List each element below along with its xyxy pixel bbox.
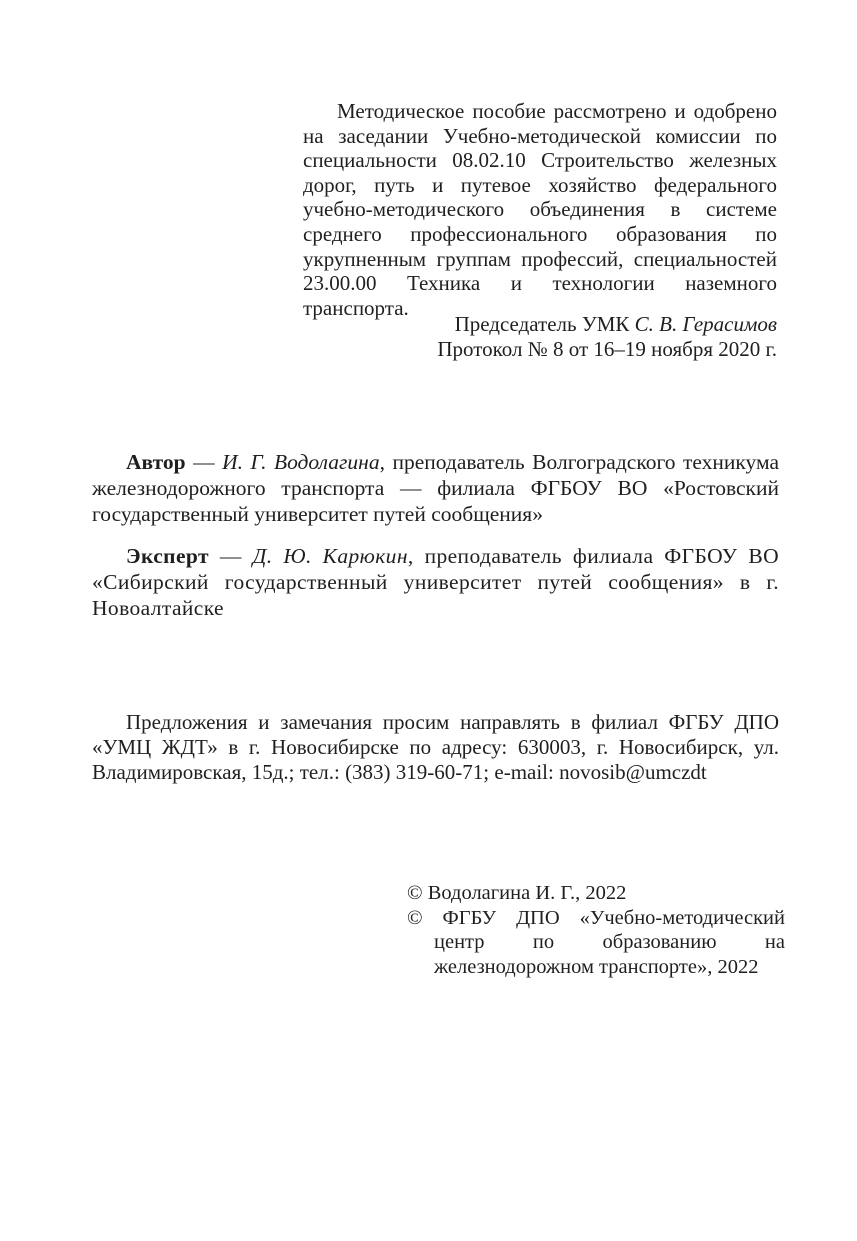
expert-name: Д. Ю. Карюкин <box>252 544 408 568</box>
chairman-role: Председатель УМК <box>454 312 635 336</box>
chairman-name: С. В. Герасимов <box>634 312 777 336</box>
author-separator: — <box>185 450 223 474</box>
expert-label: Эксперт <box>126 544 209 568</box>
approval-paragraph: Методическое пособие рассмотрено и одобрено на заседании Учебно-методической комиссии по специальности 08.02.10 Строительство железных дорог, путь и путевое хозяйство федерального учебно-методического объединения в системе среднего профессионального образования по укрупненным группам профессий, специальностей 23.00.00 Техника и технологии наземного транспорта. <box>303 99 777 320</box>
feedback-paragraph: Предложения и замечания просим направлять в филиал ФГБУ ДПО «УМЦ ЖДТ» в г. Новосибирске по адресу: 630003, г. Новосибирск, ул. Владимировская, 15д.; тел.: (383) 319-60-71; e-mail: novosib@umczdt <box>92 710 779 784</box>
author-name: И. Г. Водолагина <box>222 450 380 474</box>
chairman-line <box>280 312 777 337</box>
copyright-holder: ФГБУ ДПО «Учебно-методический центр по образованию на железнодорожном транспорте», 2022 <box>434 906 785 978</box>
copyright-holder: Водолагина И. Г., 2022 <box>427 882 627 904</box>
copyright-symbol: © <box>407 906 423 929</box>
copyright-entry-publisher <box>407 906 785 980</box>
approval-signature <box>280 312 777 361</box>
expert-description: , преподаватель филиала ФГБОУ ВО «Сибирский государственный университет путей сообщения» в г. Новоалтайске <box>92 544 779 620</box>
expert-separator: — <box>208 544 253 568</box>
expert-paragraph <box>92 543 779 621</box>
copyright-symbol: © <box>407 882 423 904</box>
protocol-line: Протокол № 8 от 16–19 ноября 2020 г. <box>437 336 777 361</box>
author-description: , преподаватель Волгоградского техникума железнодорожного транспорта — филиала ФГБОУ ВО «Ростовский государственный университет путей сообщения» <box>92 450 779 526</box>
copyright-block <box>407 881 785 979</box>
author-label: Автор <box>126 450 186 474</box>
author-paragraph <box>92 449 779 527</box>
copyright-entry-author <box>407 881 785 906</box>
